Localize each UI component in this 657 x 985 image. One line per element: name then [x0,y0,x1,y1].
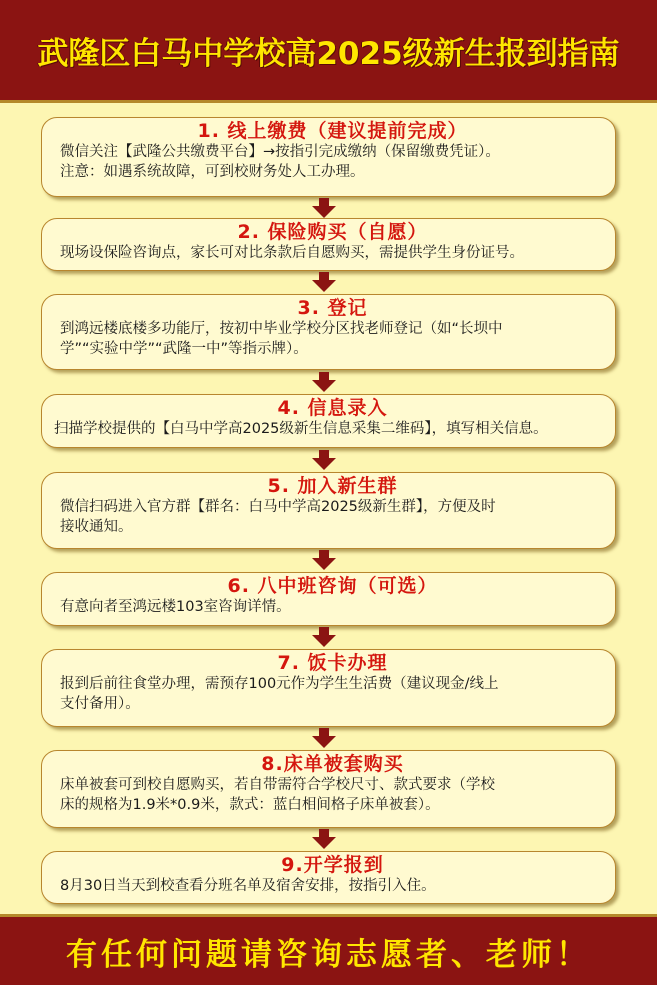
arrow-down-icon [312,198,336,218]
step-title: 4. 信息录入 [277,397,388,419]
step-7-meal-card [41,649,616,727]
footer-message: 有任何问题请咨询志愿者、老师！ [66,936,591,973]
step-line: 8月30日当天到校查看分班名单及宿舍安排，按指引入住。 [60,878,436,894]
step-line: 报到后前往食堂办理，需预存100元作为学生生活费（建议现金/线上 [60,676,499,692]
step-6-class-consult [41,572,616,626]
step-line: 到鸿远楼底楼多功能厅，按初中毕业学校分区找老师登记（如“长坝中 [60,321,503,337]
step-8-bedding [41,750,616,828]
arrow-down-icon [312,272,336,292]
page-title: 武隆区白马中学校高2025级新生报到指南 [37,35,620,72]
step-line: 现场设保险咨询点，家长可对比条款后自愿购买，需提供学生身份证号。 [60,245,524,261]
step-2-insurance [41,218,616,271]
step-5-join-group [41,472,616,549]
step-line: 支付备用）。 [60,696,140,712]
arrow-down-icon [312,728,336,748]
step-line: 微信扫码进入官方群【群名：白马中学高2025级新生群】，方便及时 [60,499,496,515]
arrow-down-icon [312,450,336,470]
step-title: 9.开学报到 [281,854,384,876]
header-banner [0,0,657,100]
step-title: 7. 饭卡办理 [277,652,388,674]
step-title: 8.床单被套购买 [261,753,404,775]
step-line: 微信关注【武隆公共缴费平台】→按指引完成缴纳（保留缴费凭证）。 [60,144,500,160]
step-line: 床单被套可到校自愿购买，若自带需符合学校尺寸、款式要求（学校 [60,777,495,793]
step-title: 2. 保险购买（自愿） [237,221,428,243]
step-line: 注意：如遇系统故障，可到校财务处人工办理。 [60,164,365,180]
step-line: 接收通知。 [60,519,133,535]
step-title: 1. 线上缴费（建议提前完成） [197,120,468,142]
footer-banner [0,917,657,985]
step-title: 6. 八中班咨询（可选） [227,575,438,597]
arrow-down-icon [312,372,336,392]
step-title: 3. 登记 [297,297,368,319]
arrow-down-icon [312,627,336,647]
step-3-registration [41,294,616,370]
step-line: 床的规格为1.9米*0.9米，款式：蓝白相间格子床单被套）。 [60,797,440,813]
step-9-school-start [41,851,616,904]
step-title: 5. 加入新生群 [267,475,398,497]
step-4-info-entry [41,394,616,448]
step-line: 学”“实验中学”“武隆一中”等指示牌）。 [60,341,308,357]
arrow-down-icon [312,550,336,570]
step-line: 有意向者至鸿远楼103室咨询详情。 [60,599,291,615]
arrow-down-icon [312,829,336,849]
step-1-online-payment [41,117,616,197]
step-line: 扫描学校提供的【白马中学高2025级新生信息采集二维码】，填写相关信息。 [54,421,548,437]
